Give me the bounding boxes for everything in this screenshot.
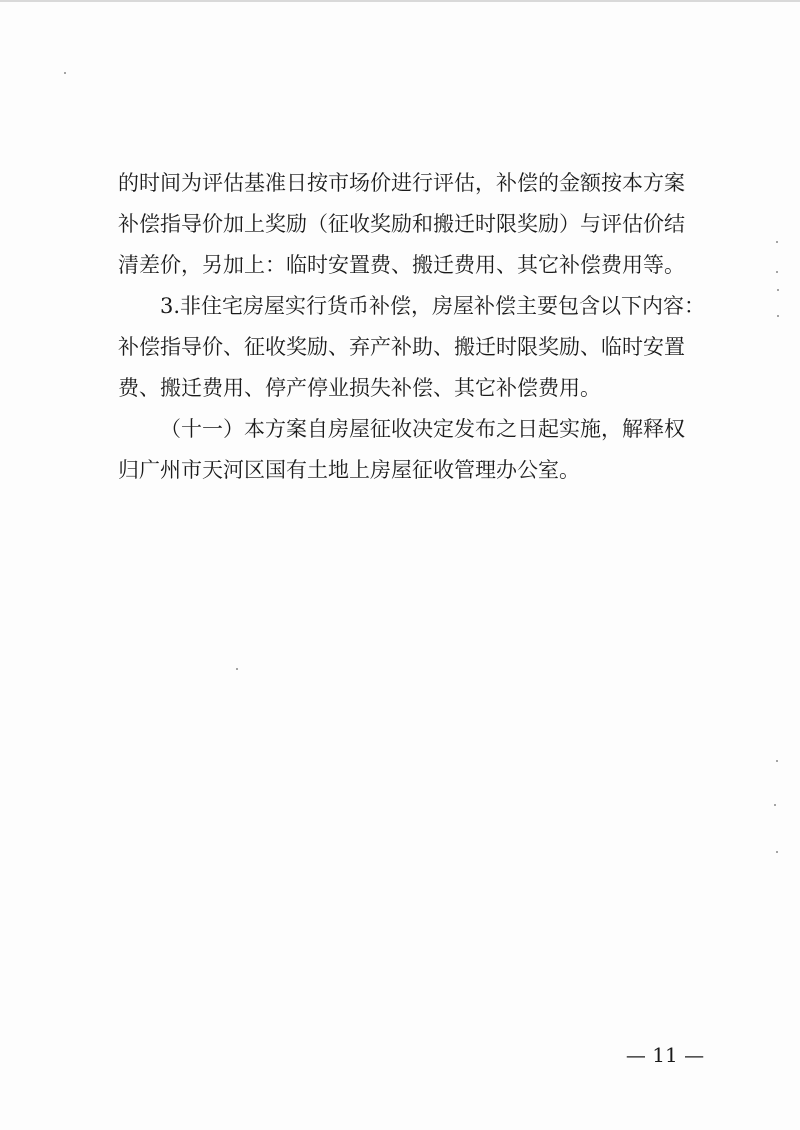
scan-speck: [776, 760, 778, 762]
scan-speck: [236, 668, 238, 670]
scan-speck: [776, 241, 778, 243]
text-line-4-paragraph-start: 3.非住宅房屋实行货币补偿，房屋补偿主要包含以下内容：: [160, 294, 706, 318]
text-line-3: 清差价，另加上：临时安置费、搬迁费用、其它补偿费用等。: [118, 253, 685, 277]
top-scan-edge: [0, 0, 800, 2]
text-line-2: 补偿指导价加上奖励（征收奖励和搬迁时限奖励）与评估价结: [118, 212, 685, 236]
text-line-5: 补偿指导价、征收奖励、弃产补助、搬迁时限奖励、临时安置: [118, 335, 685, 359]
scan-speck: [777, 315, 779, 317]
text-line-7-paragraph-start: （十一）本方案自房屋征收决定发布之日起实施，解释权: [160, 417, 685, 441]
scan-speck: [64, 72, 66, 74]
scan-speck: [776, 271, 778, 273]
text-line-1: 的时间为评估基准日按市场价进行评估，补偿的金额按本方案: [118, 171, 685, 195]
scan-speck: [777, 289, 779, 291]
text-line-8: 归广州市天河区国有土地上房屋征收管理办公室。: [118, 458, 580, 482]
page-number: — 11 —: [625, 1043, 705, 1067]
scan-speck: [774, 804, 776, 806]
text-line-6: 费、搬迁费用、停产停业损失补偿、其它补偿费用。: [118, 376, 601, 400]
scan-speck: [776, 851, 778, 853]
